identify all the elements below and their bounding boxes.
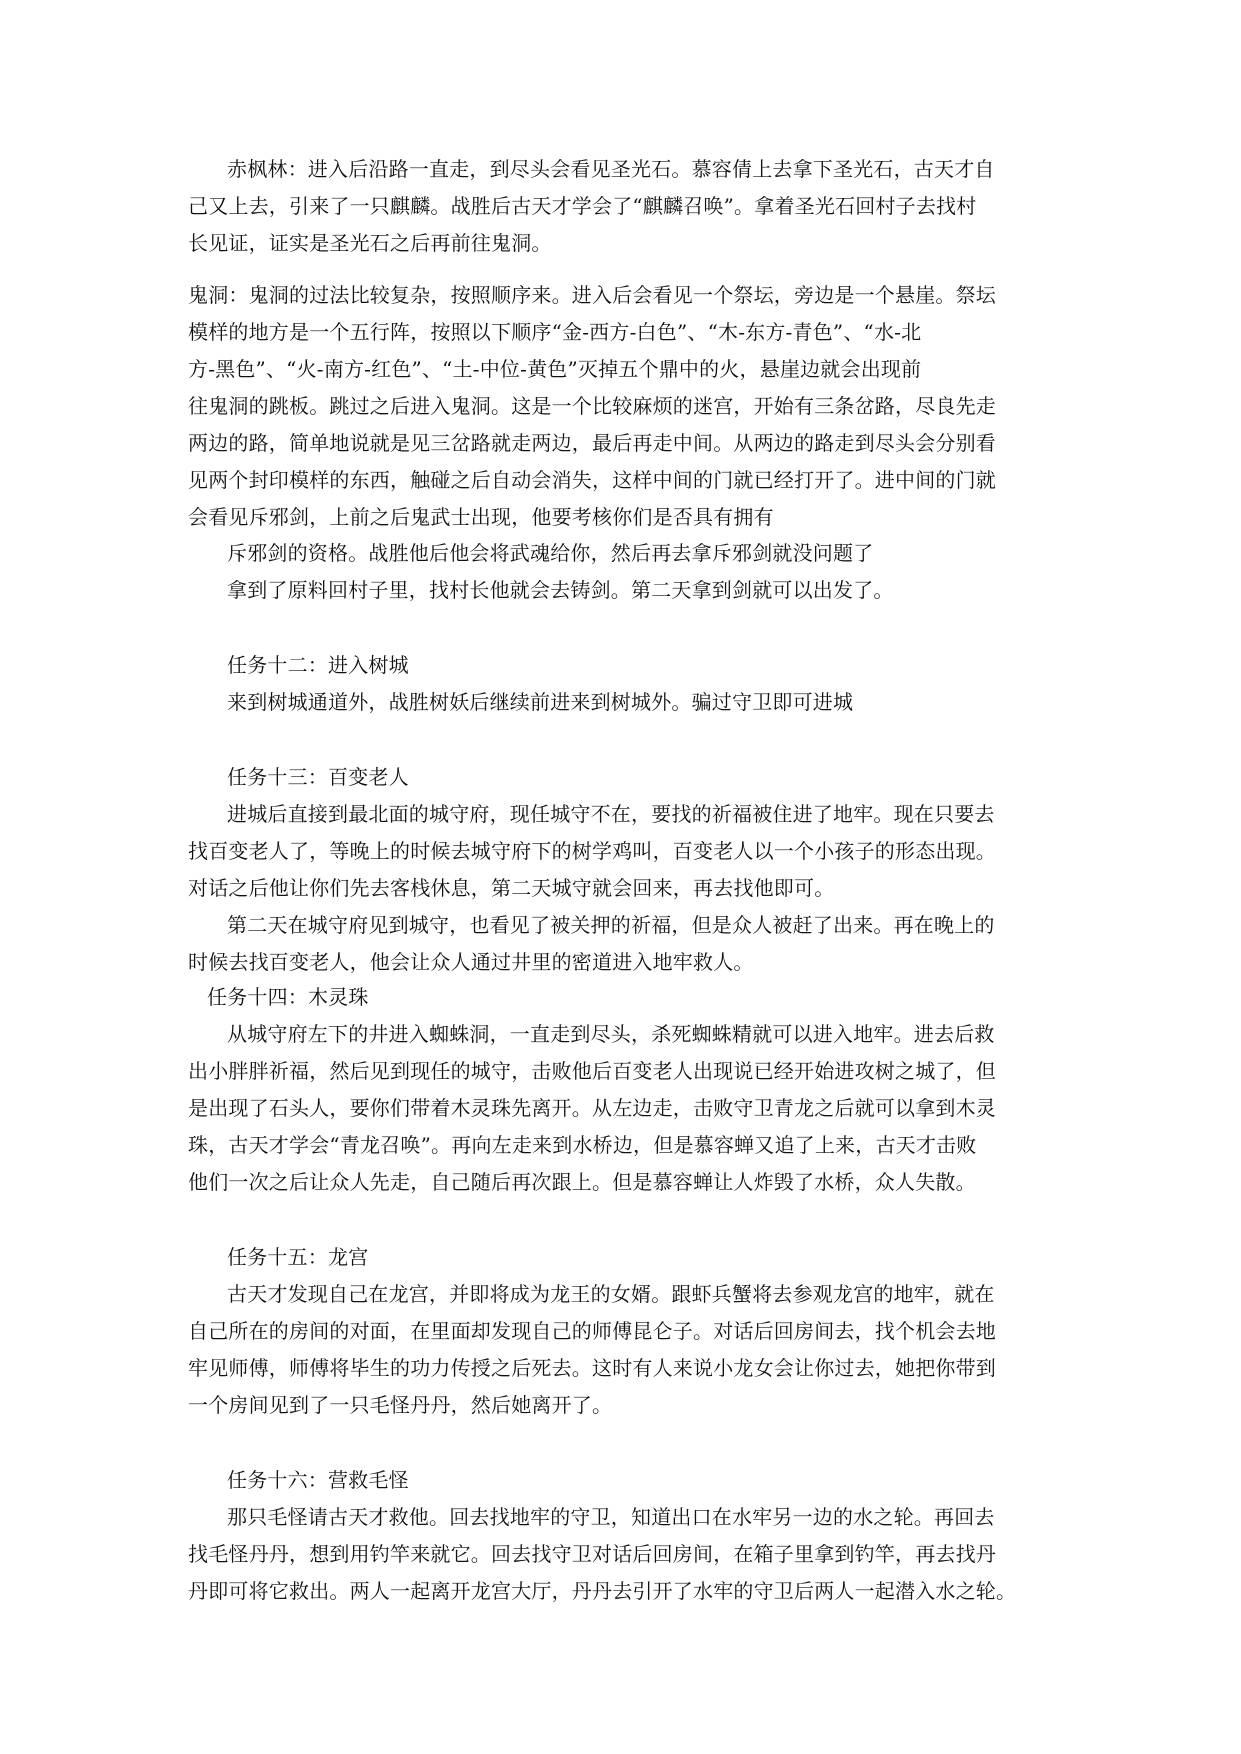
text-line: 时候去找百变老人，他会让众人通过井里的密道进入地牢救人。 xyxy=(188,950,754,974)
text-line: 找百变老人了，等晚上的时候去城守府下的树学鸡叫，百变老人以一个小孩子的形态出现。 xyxy=(188,839,996,863)
text-line: 第二天在城守府见到城守，也看见了被关押的祈福，但是众人被赶了出来。再在晚上的 xyxy=(227,913,995,937)
section-heading: 任务十三：百变老人 xyxy=(227,765,409,789)
text-line: 找毛怪丹丹，想到用钓竿来就它。回去找守卫对话后回房间，在箱子里拿到钓竿，再去找丹 xyxy=(188,1542,996,1566)
text-line: 赤枫林：进入后沿路一直走，到尽头会看见圣光石。慕容倩上去拿下圣光石，古天才自 xyxy=(227,157,995,181)
text-line: 丹即可将它救出。两人一起离开龙宫大厅，丹丹去引开了水牢的守卫后两人一起潜入水之轮。 xyxy=(188,1579,1017,1603)
text-line: 长见证，证实是圣光石之后再前往鬼洞。 xyxy=(188,231,552,255)
text-line: 他们一次之后让众人先走，自己随后再次跟上。但是慕容蝉让人炸毁了水桥，众人失散。 xyxy=(188,1170,976,1194)
text-line: 己又上去，引来了一只麒麟。战胜后古天才学会了“麒麟召唤”。拿着圣光石回村子去找村 xyxy=(188,194,977,218)
text-line: 会看见斥邪剑，上前之后鬼武士出现，他要考核你们是否具有拥有 xyxy=(188,505,774,529)
text-line: 见两个封印模样的东西，触碰之后自动会消失，这样中间的门就已经打开了。进中间的门就 xyxy=(188,468,996,492)
section-heading: 任务十四：木灵珠 xyxy=(207,985,369,1009)
text-line: 一个房间见到了一只毛怪丹丹，然后她离开了。 xyxy=(188,1393,613,1417)
text-line: 牢见师傅，师傅将毕生的功力传授之后死去。这时有人来说小龙女会让你过去，她把你带到 xyxy=(188,1356,996,1380)
text-line: 自己所在的房间的对面，在里面却发现自己的师傅昆仑子。对话后回房间去，找个机会去地 xyxy=(188,1319,996,1343)
text-line: 进城后直接到最北面的城守府，现任城守不在，要找的祈福被住进了地牢。现在只要去 xyxy=(227,802,995,826)
text-line: 拿到了原料回村子里，找村长他就会去铸剑。第二天拿到剑就可以出发了。 xyxy=(227,578,894,602)
text-line: 来到树城通道外，战胜树妖后继续前进来到树城外。骗过守卫即可进城 xyxy=(227,690,854,714)
text-line: 模样的地方是一个五行阵，按照以下顺序“金-西方-白色”、“木-东方-青色”、“水-北 xyxy=(188,320,922,344)
text-line: 古天才发现自己在龙宫，并即将成为龙王的女婿。跟虾兵蟹将去参观龙宫的地牢，就在 xyxy=(227,1282,995,1306)
text-line: 对话之后他让你们先去客栈休息，第二天城守就会回来，再去找他即可。 xyxy=(188,876,835,900)
text-line: 斥邪剑的资格。战胜他后他会将武魂给你，然后再去拿斥邪剑就没问题了 xyxy=(227,541,874,565)
section-heading: 任务十六：营救毛怪 xyxy=(227,1468,409,1492)
text-line: 出小胖胖祈福，然后见到现任的城守，击败他后百变老人出现说已经开始进攻树之城了，但 xyxy=(188,1059,996,1083)
section-heading: 任务十五：龙宫 xyxy=(227,1245,369,1269)
text-line: 珠，古天才学会“青龙召唤”。再向左走来到水桥边，但是慕容蝉又追了上来，古天才击败 xyxy=(188,1133,977,1157)
text-line: 方-黑色”、“火-南方-红色”、“土-中位-黄色”灭掉五个鼎中的火，悬崖边就会出现前 xyxy=(188,357,922,381)
text-line: 是出现了石头人，要你们带着木灵珠先离开。从左边走，击败守卫青龙之后就可以拿到木灵 xyxy=(188,1096,996,1120)
text-line: 那只毛怪请古天才救他。回去找地牢的守卫，知道出口在水牢另一边的水之轮。再回去 xyxy=(227,1505,995,1529)
text-line: 两边的路，简单地说就是见三岔路就走两边，最后再走中间。从两边的路走到尽头会分别看 xyxy=(188,431,996,455)
text-line: 鬼洞：鬼洞的过法比较复杂，按照顺序来。进入后会看见一个祭坛，旁边是一个悬崖。祭坛 xyxy=(188,283,996,307)
text-line: 从城守府左下的井进入蜘蛛洞，一直走到尽头，杀死蜘蛛精就可以进入地牢。进去后救 xyxy=(227,1022,995,1046)
text-line: 往鬼洞的跳板。跳过之后进入鬼洞。这是一个比较麻烦的迷宫，开始有三条岔路，尽良先走 xyxy=(188,394,996,418)
section-heading: 任务十二：进入树城 xyxy=(227,653,409,677)
